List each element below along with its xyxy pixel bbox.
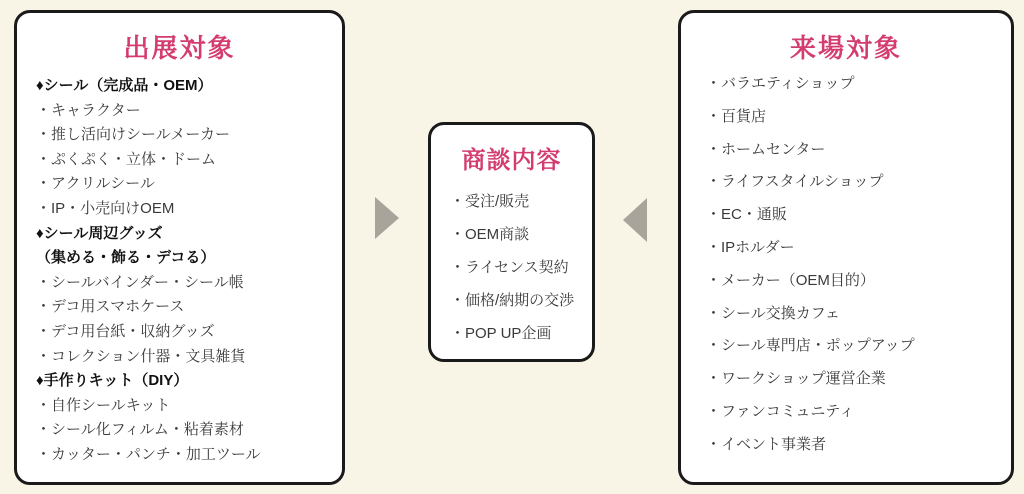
- list-item: ・シール化フィルム・粘着素材: [36, 421, 244, 439]
- list-item: ・コレクション什器・文具雑貨: [36, 347, 246, 365]
- list-item: ・ファンコミュニティ: [706, 402, 855, 420]
- list-item: ・ホームセンター: [706, 140, 826, 158]
- list-item: ・キャラクター: [36, 101, 141, 119]
- list-item: ・カッター・パンチ・加工ツール: [36, 445, 261, 463]
- list-item: ・アクリルシール: [36, 175, 155, 193]
- list-item: ♦シール周辺グッズ: [36, 224, 163, 242]
- list-item: ・推し活向けシールメーカー: [36, 126, 230, 144]
- list-item: ・受注/販売: [450, 193, 530, 210]
- arrow-right-icon: [375, 197, 399, 239]
- list-item: ・シールバインダー・シール帳: [36, 273, 244, 291]
- exhibitor-targets-card: [14, 10, 345, 485]
- list-item: ♦シール（完成品・OEM）: [36, 77, 213, 94]
- list-item: ・ライセンス契約: [450, 259, 569, 276]
- list-item: ・OEM商談: [450, 226, 530, 243]
- list-item: ・デコ用台紙・収納グッズ: [36, 322, 215, 340]
- list-item: ・バラエティショップ: [706, 75, 855, 92]
- list-item: ・ライフスタイルショップ: [706, 173, 884, 191]
- list-item: ・IPホルダー: [706, 238, 795, 256]
- arrow-left-icon: [623, 198, 647, 242]
- list-item: ・デコ用スマホケース: [36, 298, 185, 316]
- list-item: （集める・飾る・デコる）: [36, 249, 216, 267]
- list-item: ・価格/納期の交渉: [450, 292, 575, 309]
- list-item: ・IP・小売向けOEM: [36, 199, 175, 217]
- visitor-targets-list: [706, 68, 1005, 462]
- negotiation-content-card: [428, 122, 595, 362]
- list-item: ・自作シールキット: [36, 396, 171, 414]
- negotiation-content-list: [450, 185, 588, 350]
- list-item: ・シール専門店・ポップアップ: [706, 337, 915, 355]
- visitor-targets-card: [678, 10, 1014, 485]
- list-item: ・POP UP企画: [450, 325, 552, 342]
- list-item: ♦手作りキット（DIY）: [36, 372, 189, 390]
- list-item: ・イベント事業者: [706, 435, 827, 453]
- visitor-targets-title: 来場対象: [789, 33, 902, 63]
- list-item: ・ワークショップ運営企業: [706, 370, 886, 388]
- list-item: ・ぷくぷく・立体・ドーム: [36, 150, 217, 168]
- list-item: ・百貨店: [706, 107, 767, 125]
- list-item: ・メーカー（OEM目的）: [706, 271, 875, 289]
- negotiation-content-title: 商談内容: [461, 147, 562, 174]
- exhibitor-targets-title: 出展対象: [123, 33, 236, 63]
- exhibitor-targets-list: [36, 74, 336, 468]
- list-item: ・EC・通販: [706, 206, 787, 224]
- list-item: ・シール交換カフェ: [706, 304, 840, 322]
